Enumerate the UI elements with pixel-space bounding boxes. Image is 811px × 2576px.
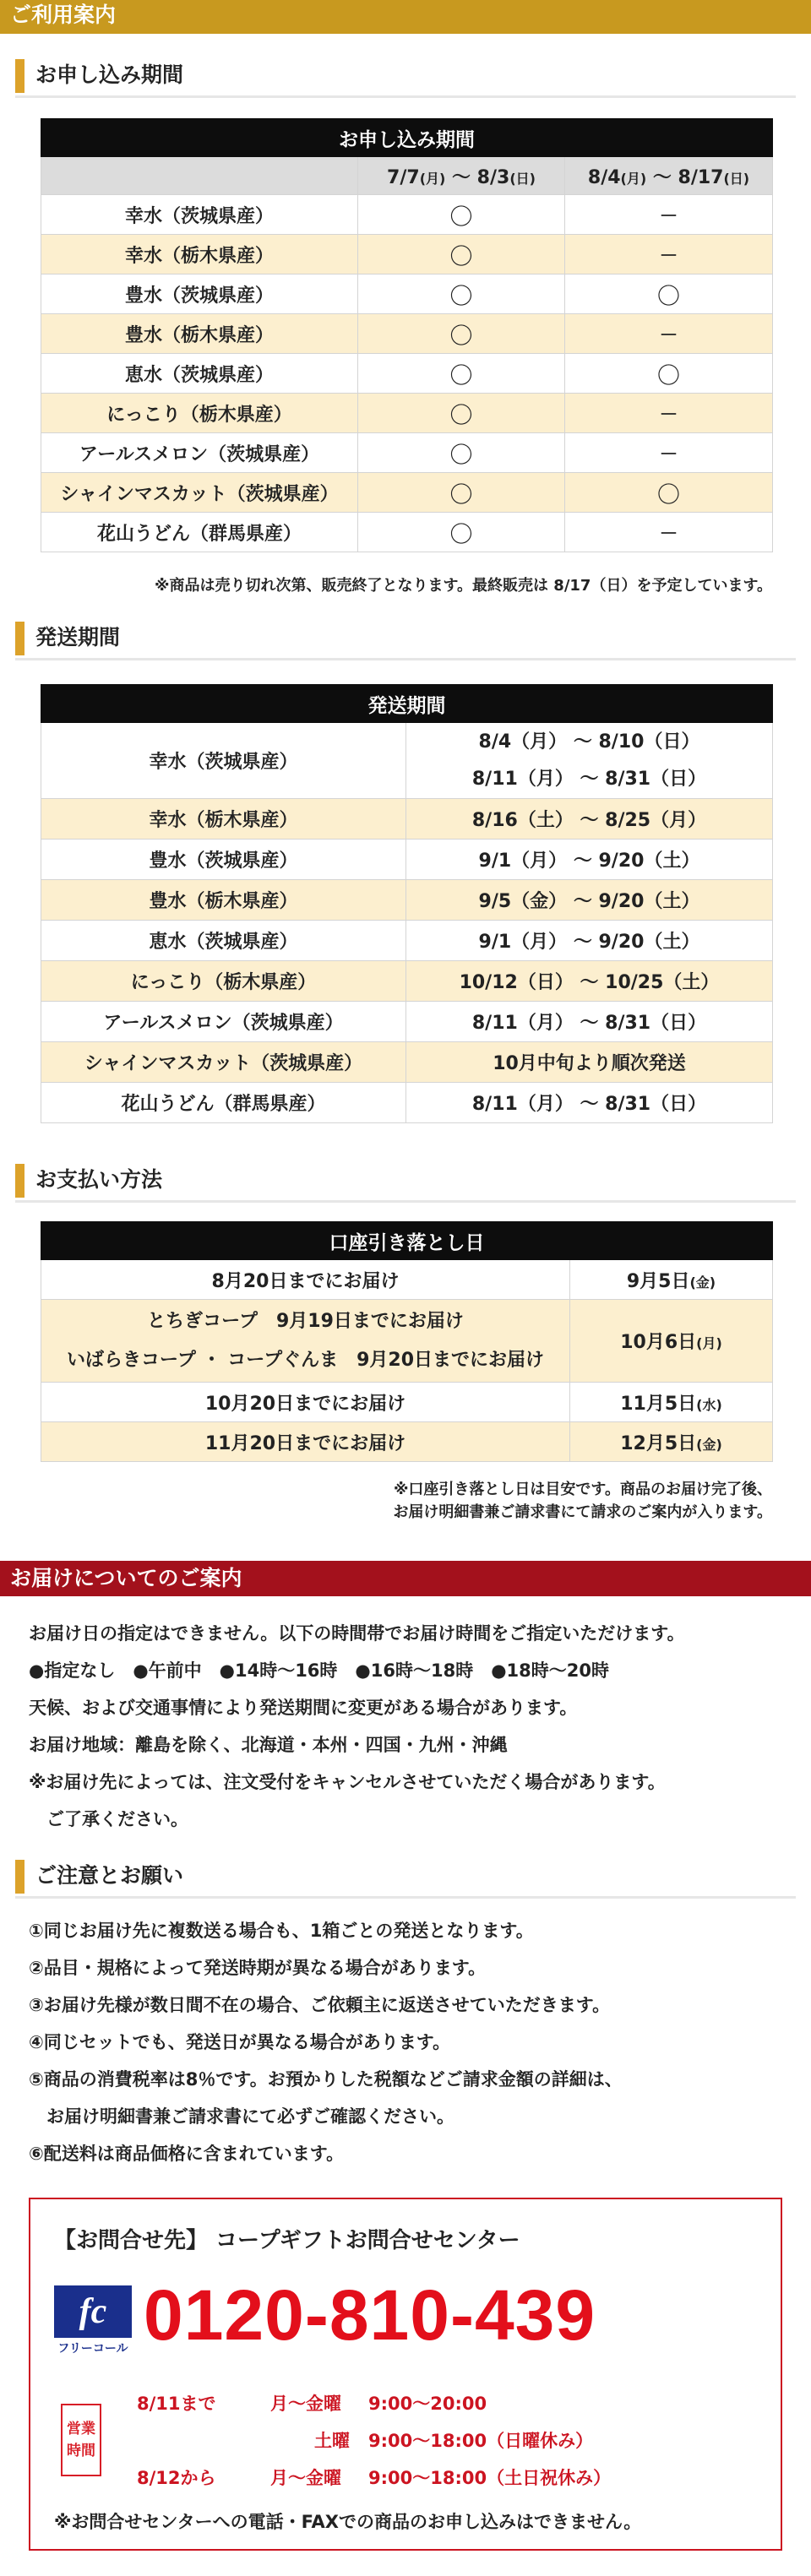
business-hours-label: 営業 時間 bbox=[61, 2404, 101, 2476]
usage-guide-bar: ご利用案内 bbox=[0, 0, 811, 34]
table-row: にっこり（栃木県産） 〇 － bbox=[41, 394, 773, 433]
hours-days-3: 月～金曜 bbox=[270, 2468, 341, 2488]
application-period-heading: お申し込み期間 bbox=[15, 57, 796, 98]
cautions-list: ①同じお届け先に複数送る場合も、1箱ごとの発送となります。 ②品目・規格によって発送時期が異なる場合があります。 ③お届け先様が数日間不在の場合、ご依頼主に返送させていただきます。 ④同じセットでも、発送日が異なる場合があります。 ⑤商品の消費税率は8％です。お預かりした税額などご請求金額の詳細は、 お届け明細書兼ご請求書にて必ずご確認ください。 ⑥配送料は商品価格に含まれています。 bbox=[29, 1921, 623, 2164]
hours-time-1: 9:00～20:00 bbox=[368, 2394, 487, 2414]
delivery-info-bar: お届けについてのご案内 bbox=[0, 1561, 811, 1596]
payment-table-title: 口座引き落とし日 bbox=[41, 1222, 773, 1260]
table-row: 花山うどん（群馬県産） 8/11（月） ～ 8/31（日） bbox=[41, 1083, 773, 1123]
table-row: 豊水（栃木県産） 〇 － bbox=[41, 314, 773, 354]
table-row: にっこり（栃木県産） 10/12（日） ～ 10/25（土） bbox=[41, 961, 773, 1002]
table-row: 豊水（茨城県産） 〇 〇 bbox=[41, 274, 773, 314]
period-1-header: 7/7(月) ～ 8/3(日) bbox=[358, 157, 565, 195]
hours-days-2: 土曜 bbox=[314, 2431, 350, 2451]
shipping-table-title: 発送期間 bbox=[41, 685, 773, 723]
table-row: アールスメロン（茨城県産） 〇 － bbox=[41, 433, 773, 473]
hours-days-1: 月～金曜 bbox=[270, 2394, 341, 2414]
table-row: 豊水（茨城県産） 9/1（月） ～ 9/20（土） bbox=[41, 840, 773, 880]
application-period-table bbox=[41, 118, 773, 552]
freecall-icon: fc bbox=[54, 2285, 132, 2338]
hours-period-1: 8/11まで bbox=[137, 2394, 216, 2414]
contact-footnote: ※お問合せセンターへの電話・FAXでの商品のお申し込みはできません。 bbox=[54, 2512, 642, 2532]
table-row: 10月20日までにお届け 11月5日(水) bbox=[41, 1383, 773, 1422]
payment-table bbox=[41, 1221, 773, 1462]
table-row: シャインマスカット（茨城県産） 〇 〇 bbox=[41, 473, 773, 513]
application-note: ※商品は売り切れ次第、販売終了となります。最終販売は 8/17（日）を予定しています。 bbox=[154, 577, 772, 595]
shipping-period-table bbox=[41, 684, 773, 1123]
table-row: 幸水（茨城県産） 8/4（月） ～ 8/10（日） 8/11（月） ～ 8/31（日） bbox=[41, 723, 773, 799]
table-row: アールスメロン（茨城県産） 8/11（月） ～ 8/31（日） bbox=[41, 1002, 773, 1042]
period-2-header: 8/4(月) ～ 8/17(日) bbox=[565, 157, 773, 195]
freecall-logo bbox=[54, 2285, 132, 2355]
hours-time-3: 9:00～18:00（土日祝休み） bbox=[368, 2468, 612, 2488]
table-row: 恵水（茨城県産） 9/1（月） ～ 9/20（土） bbox=[41, 921, 773, 961]
table-row: 幸水（栃木県産） 〇 － bbox=[41, 235, 773, 274]
table-row: 幸水（茨城県産） 〇 － bbox=[41, 195, 773, 235]
table-row: 恵水（茨城県産） 〇 〇 bbox=[41, 354, 773, 394]
shipping-period-heading: 発送期間 bbox=[15, 620, 796, 660]
application-table-title: お申し込み期間 bbox=[41, 119, 773, 157]
hours-period-3: 8/12から bbox=[137, 2468, 216, 2488]
table-row: 幸水（栃木県産） 8/16（土） ～ 8/25（月） bbox=[41, 799, 773, 840]
table-row: 花山うどん（群馬県産） 〇 － bbox=[41, 513, 773, 552]
table-row: とちぎコープ 9月19日までにお届け いばらきコープ ・ コープぐんま 9月20日までにお届け 10月6日(月) bbox=[41, 1300, 773, 1383]
payment-method-heading: お支払い方法 bbox=[15, 1162, 796, 1203]
contact-title: 【お問合せ先】 コープギフトお問合せセンター bbox=[54, 2228, 520, 2253]
delivery-info-text: お届け日の指定はできません。以下の時間帯でお届け時間をご指定いただけます。 ●指定なし ●午前中 ●14時～16時 ●16時～18時 ●18時～20時 天候、および交通事情により発送期間に変更がある場合があります。 お届け地域：離島を除く、北海道・本州・四国・九州・沖縄 ※お届け先によっては、注文受付をキャンセルさせていただく場合があります。 ご了承ください。 bbox=[29, 1623, 685, 1829]
cautions-heading: ご注意とお願い bbox=[15, 1858, 796, 1899]
table-row: 豊水（栃木県産） 9/5（金） ～ 9/20（土） bbox=[41, 880, 773, 921]
freecall-label: フリーコール bbox=[57, 2342, 128, 2356]
phone-number[interactable]: 0120-810-439 bbox=[144, 2275, 596, 2355]
contact-box bbox=[29, 2198, 782, 2551]
header-blank bbox=[41, 157, 358, 195]
hours-time-2: 9:00～18:00（日曜休み） bbox=[368, 2431, 594, 2451]
table-row: シャインマスカット（茨城県産） 10月中旬より順次発送 bbox=[41, 1042, 773, 1083]
table-row: 11月20日までにお届け 12月5日(金) bbox=[41, 1422, 773, 1462]
payment-note: ※口座引き落とし日は目安です。商品のお届け完了後、 お届け明細書兼ご請求書にて請求のご案内が入ります。 bbox=[393, 1481, 772, 1521]
application-table-header bbox=[41, 157, 773, 195]
table-row: 8月20日までにお届け 9月5日(金) bbox=[41, 1260, 773, 1300]
